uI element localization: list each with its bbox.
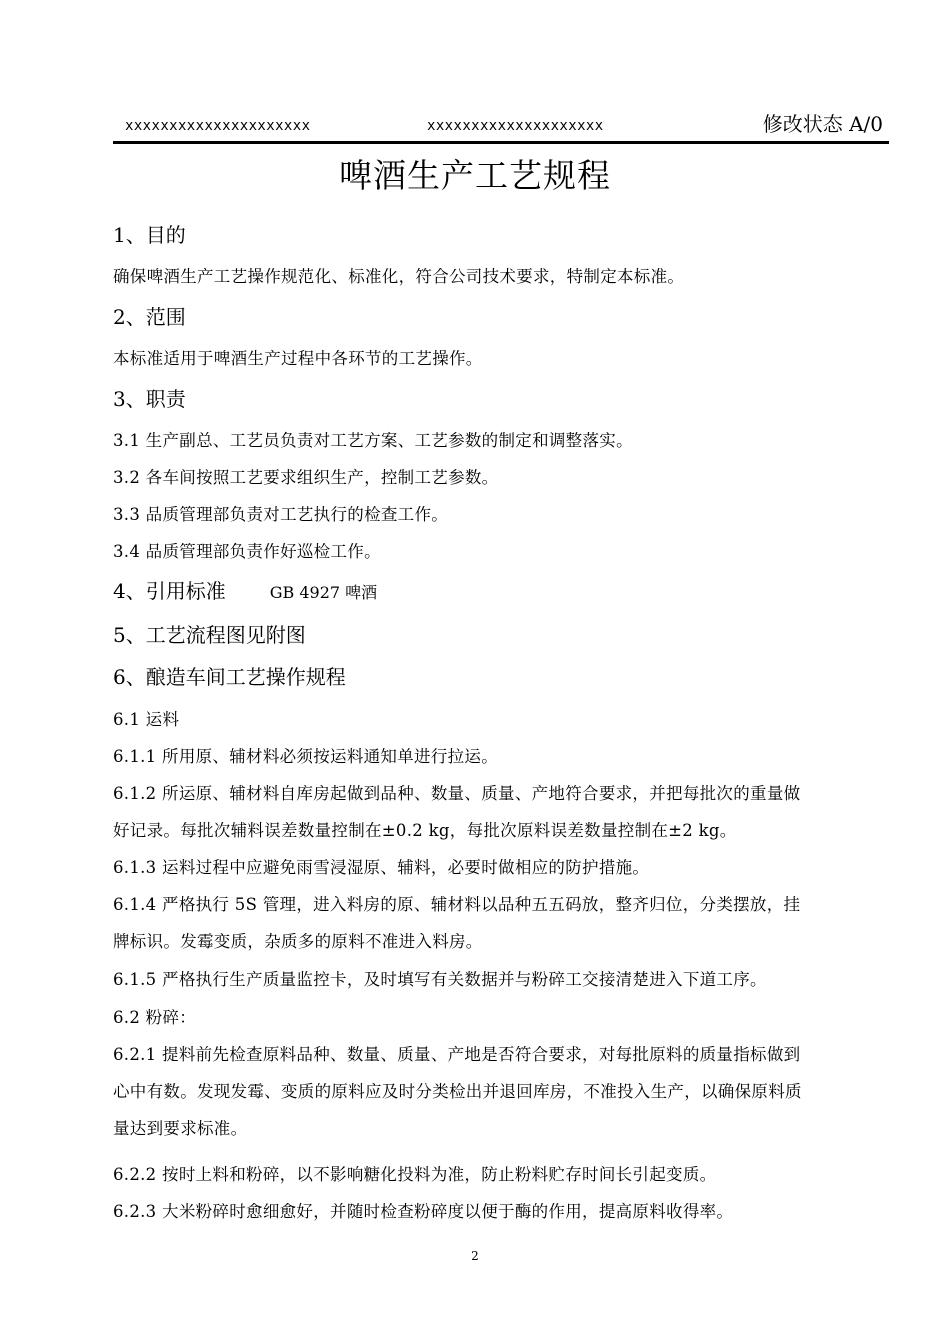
page-title: 啤酒生产工艺规程 <box>339 156 611 195</box>
section-6-2-1-line-2: 心中有数。发现发霉、变质的原料应及时分类检出并退回库房，不准投入生产，以确保原料质 <box>113 1082 802 1101</box>
section-4-heading-line <box>113 575 377 604</box>
section-6-2: 6.2 粉碎： <box>113 1008 197 1027</box>
section-6-1-2-line-1: 6.1.2 所运原、辅材料自库房起做到品种、数量、质量、产地符合要求，并把每批次的重量做 <box>113 784 801 803</box>
section-6-1-2-line-2: 好记录。每批次辅料误差数量控制在±0.2 kg，每批次原料误差数量控制在±2 kg。 <box>113 821 737 840</box>
section-2-heading: 2、范围 <box>113 305 186 329</box>
section-6-2-1-line-3: 量达到要求标准。 <box>113 1119 248 1138</box>
referenced-standard: GB 4927 啤酒 <box>269 583 378 602</box>
section-4-heading: 4、引用标准 <box>113 579 226 603</box>
section-6-1-3: 6.1.3 运料过程中应避免雨雪浸湿原、辅料，必要时做相应的防护措施。 <box>113 858 650 877</box>
section-6-2-2: 6.2.2 按时上料和粉碎，以不影响糖化投料为准，防止粉料贮存时间长引起变质。 <box>113 1165 717 1184</box>
section-6-1-5: 6.1.5 严格执行生产质量监控卡，及时填写有关数据并与粉碎工交接清楚进入下道工序。 <box>113 970 767 989</box>
section-3-2: 3.2 各车间按照工艺要求组织生产，控制工艺参数。 <box>113 468 499 487</box>
section-6-2-1-line-1: 6.2.1 提料前先检查原料品种、数量、质量、产地是否符合要求，对每批原料的质量指标做到 <box>113 1045 801 1064</box>
section-3-4: 3.4 品质管理部负责作好巡检工作。 <box>113 542 381 561</box>
section-6-1-1: 6.1.1 所用原、辅材料必须按运料通知单进行拉运。 <box>113 747 499 766</box>
page-number: 2 <box>471 1249 479 1263</box>
section-6-1-4-line-1: 6.1.4 严格执行 5S 管理，进入料房的原、辅材料以品种五五码放，整齐归位，分类摆放，挂 <box>113 895 801 914</box>
document-code-left: xxxxxxxxxxxxxxxxxxxxx <box>125 118 311 134</box>
section-6-2-3: 6.2.3 大米粉碎时愈细愈好，并随时检查粉碎度以便于酶的作用，提高原料收得率。 <box>113 1202 734 1221</box>
section-6-1: 6.1 运料 <box>113 710 180 729</box>
section-3-1: 3.1 生产副总、工艺员负责对工艺方案、工艺参数的制定和调整落实。 <box>113 431 633 450</box>
page-header <box>113 108 889 138</box>
section-1-text: 确保啤酒生产工艺操作规范化、标准化，符合公司技术要求，特制定本标准。 <box>113 267 685 286</box>
section-3-3: 3.3 品质管理部负责对工艺执行的检查工作。 <box>113 505 449 524</box>
revision-status: 修改状态 A/0 <box>762 112 883 136</box>
document-code-middle: xxxxxxxxxxxxxxxxxxxx <box>427 118 604 134</box>
section-3-heading: 3、职责 <box>113 387 186 411</box>
header-rule <box>113 141 889 144</box>
section-5-heading: 5、工艺流程图见附图 <box>113 623 306 647</box>
section-2-text: 本标准适用于啤酒生产过程中各环节的工艺操作。 <box>113 349 483 368</box>
section-6-1-4-line-2: 牌标识。发霉变质，杂质多的原料不准进入料房。 <box>113 932 483 951</box>
section-1-heading: 1、目的 <box>113 223 186 247</box>
section-6-heading: 6、酿造车间工艺操作规程 <box>113 665 346 689</box>
